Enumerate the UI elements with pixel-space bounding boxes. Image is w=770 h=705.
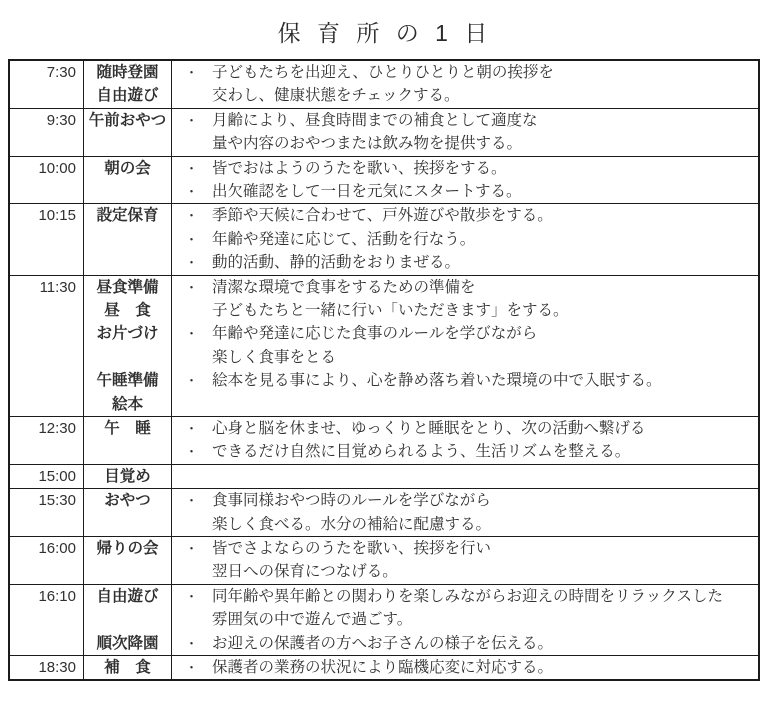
time-cell: 16:00: [10, 537, 84, 584]
activity-line: [84, 346, 171, 369]
description-line: [185, 417, 758, 440]
activity-cell: [84, 465, 172, 488]
description-text: 食事同様おやつ時のルールを学びながら: [212, 492, 491, 510]
description-line: [185, 440, 758, 463]
time-cell: 7:30: [10, 61, 84, 108]
activity-line: 午前おやつ: [88, 111, 167, 129]
description-cell: [172, 585, 758, 655]
activity-cell: [84, 204, 172, 274]
description-text: 翌日への保育につなげる。: [212, 563, 398, 581]
table-row: [10, 275, 758, 416]
table-row: [10, 416, 758, 464]
table-row: [10, 108, 758, 156]
description-text: 年齢や発達に応じて、活動を行なう。: [212, 230, 476, 248]
activity-cell: [84, 417, 172, 464]
page-title: 保 育 所 の 1 日: [277, 20, 493, 46]
description-line: [185, 560, 758, 583]
description-text: 保護者の業務の状況により臨機応変に対応する。: [212, 658, 554, 676]
activity-line: 補 食: [104, 658, 151, 676]
bullet-icon: ・: [185, 160, 199, 176]
table-row: [10, 488, 758, 536]
time-cell: 16:10: [10, 585, 84, 655]
table-row: [10, 156, 758, 204]
description-line: [185, 537, 758, 560]
description-line: [185, 228, 758, 251]
description-line: [185, 346, 758, 369]
description-text: 清潔な環境で食事をするための準備を: [212, 278, 476, 296]
table-row: [10, 655, 758, 679]
description-line: [185, 204, 758, 227]
description-cell: [172, 656, 758, 679]
bullet-icon: ・: [185, 373, 199, 389]
description-text: 年齢や発達に応じた食事のルールを学びながら: [212, 325, 538, 343]
description-line: [185, 251, 758, 274]
description-cell: [172, 204, 758, 274]
activity-cell: [84, 489, 172, 536]
description-text: 交わし、健康状態をチェックする。: [212, 87, 460, 105]
activity-line: 絵本: [111, 395, 143, 413]
table-row: [10, 536, 758, 584]
time-cell: 10:00: [10, 157, 84, 204]
bullet-icon: ・: [185, 420, 199, 436]
bullet-icon: [185, 84, 212, 107]
bullet-icon: ・: [185, 279, 199, 295]
bullet-icon: ・: [185, 326, 199, 342]
activity-cell: [84, 656, 172, 679]
description-line: [185, 585, 758, 608]
bullet-icon: [185, 513, 212, 536]
description-cell: [172, 465, 758, 488]
bullet-icon: ・: [185, 635, 199, 651]
bullet-icon: [185, 299, 212, 322]
description-text: 心身と脳を休ませ、ゆっくりと睡眠をとり、次の活動へ繋げる: [212, 419, 646, 437]
description-cell: [172, 417, 758, 464]
description-text: 月齢により、昼食時間までの補食として適度な: [212, 111, 538, 129]
description-line: [185, 608, 758, 631]
description-cell: [172, 109, 758, 156]
page: [0, 15, 770, 705]
description-line: [185, 109, 758, 132]
table-row: [10, 464, 758, 488]
activity-line: お片づけ: [96, 325, 159, 343]
activity-line: 昼食準備: [96, 278, 159, 296]
activity-cell: [84, 157, 172, 204]
table-row: [10, 584, 758, 655]
bullet-icon: ・: [185, 588, 199, 604]
activity-line: 自由遊び: [96, 587, 159, 605]
description-cell: [172, 276, 758, 416]
description-line: [185, 84, 758, 107]
time-cell: 11:30: [10, 276, 84, 416]
activity-cell: [84, 109, 172, 156]
bullet-icon: ・: [185, 231, 199, 247]
activity-cell: [84, 61, 172, 108]
bullet-icon: [185, 560, 212, 583]
activity-line: [84, 608, 171, 631]
bullet-icon: ・: [185, 659, 199, 675]
description-text: 楽しく食べる。水分の補給に配慮する。: [212, 515, 492, 533]
activity-cell: [84, 537, 172, 584]
description-line: [185, 132, 758, 155]
bullet-icon: ・: [185, 540, 199, 556]
description-cell: [172, 157, 758, 204]
bullet-icon: [185, 132, 212, 155]
description-text: 雰囲気の中で遊んで過ごす。: [212, 611, 413, 629]
time-cell: 18:30: [10, 656, 84, 679]
description-line: [185, 656, 758, 679]
description-text: 出欠確認をして一日を元気にスタートする。: [212, 182, 522, 200]
bullet-icon: [185, 608, 212, 631]
time-cell: 9:30: [10, 109, 84, 156]
bullet-icon: ・: [185, 65, 199, 80]
description-text: 子どもたちと一緒に行い「いただきます」をする。: [212, 301, 569, 319]
activity-line: 設定保育: [96, 207, 159, 225]
description-cell: [172, 537, 758, 584]
description-text: お迎えの保護者の方へお子さんの様子を伝える。: [212, 634, 554, 652]
time-cell: 15:30: [10, 489, 84, 536]
description-line: [185, 157, 758, 180]
description-text: 同年齢や異年齢との関わりを楽しみながらお迎えの時間をリラックスした: [212, 587, 724, 605]
activity-line: 順次降園: [96, 634, 159, 652]
table-row: [10, 203, 758, 274]
bullet-icon: ・: [185, 208, 199, 224]
time-cell: 12:30: [10, 417, 84, 464]
description-text: できるだけ自然に目覚められるよう、生活リズムを整える。: [212, 443, 631, 461]
activity-line: おやつ: [104, 492, 151, 510]
description-cell: [172, 489, 758, 536]
activity-line: 朝の会: [104, 159, 151, 177]
activity-line: 随時登園: [96, 64, 159, 81]
activity-line: 午 睡: [104, 419, 151, 437]
schedule-table: [8, 59, 760, 681]
description-text: 皆でおはようのうたを歌い、挨拶をする。: [212, 159, 507, 177]
description-line: [185, 393, 758, 416]
bullet-icon: ・: [185, 493, 199, 509]
time-cell: 15:00: [10, 465, 84, 488]
time-cell: 10:15: [10, 204, 84, 274]
bullet-icon: ・: [185, 112, 199, 128]
activity-cell: [84, 276, 172, 416]
description-text: 楽しく食事をとる: [212, 348, 337, 366]
activity-line: 自由遊び: [96, 87, 159, 105]
activity-line: 帰りの会: [96, 539, 159, 557]
activity-line: 昼 食: [104, 301, 151, 319]
description-text: 動的活動、静的活動をおりまぜる。: [212, 254, 461, 272]
description-cell: [172, 61, 758, 108]
table-row: [10, 61, 758, 108]
bullet-icon: ・: [185, 444, 199, 460]
description-line: [185, 276, 758, 299]
bullet-icon: ・: [185, 183, 199, 199]
description-text: 絵本を見る事により、心を静め落ち着いた環境の中で入眠する。: [212, 372, 662, 390]
activity-line: 目覚め: [104, 467, 151, 485]
description-line: [185, 489, 758, 512]
bullet-icon: [185, 393, 212, 416]
description-line: [185, 180, 758, 203]
description-line: [185, 322, 758, 345]
bullet-icon: ・: [185, 255, 199, 271]
activity-cell: [84, 585, 172, 655]
bullet-icon: [185, 346, 212, 369]
description-text: 量や内容のおやつまたは飲み物を提供する。: [212, 135, 523, 153]
description-text: 子どもたちを出迎え、ひとりひとりと朝の挨拶を: [212, 64, 554, 81]
description-line: [185, 299, 758, 322]
description-line: [185, 513, 758, 536]
description-line: [185, 632, 758, 655]
description-line: [185, 61, 758, 84]
description-text: 季節や天候に合わせて、戸外遊びや散歩をする。: [212, 207, 553, 225]
description-line: [185, 369, 758, 392]
activity-line: 午睡準備: [96, 372, 159, 390]
description-text: 皆でさよならのうたを歌い、挨拶を行い: [212, 539, 492, 557]
